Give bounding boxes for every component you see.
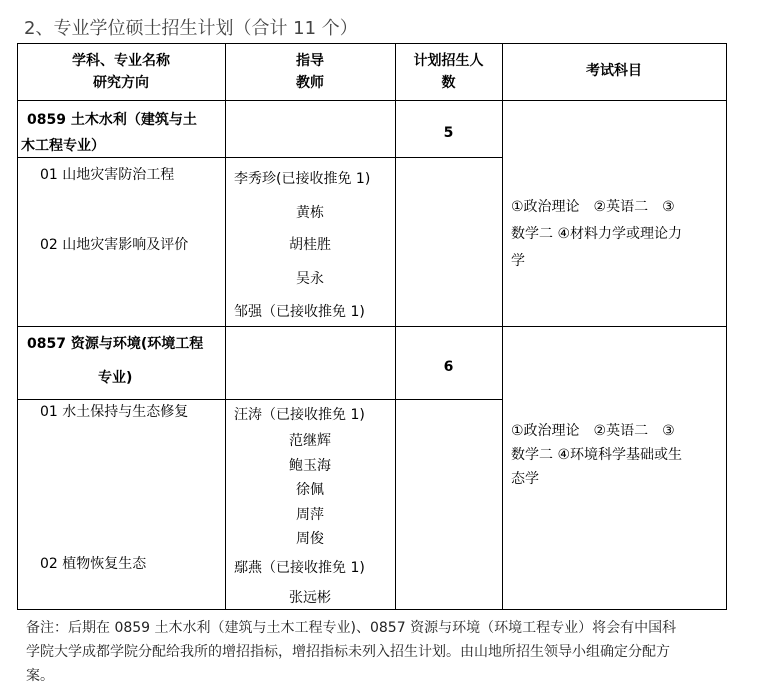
table-border-bottom: [17, 609, 727, 610]
header-subject: 学科、专业名称 研究方向: [72, 53, 170, 91]
subject-0857: 0857 资源与环境(环境工程 专业): [27, 336, 204, 386]
teacher: 邹强（已接收推免 1): [234, 304, 365, 320]
teacher: 范继辉: [289, 433, 331, 449]
header-quota: 计划招生人 数: [413, 53, 484, 91]
group1-divider: [17, 157, 503, 158]
teacher: 黄栋: [296, 205, 324, 221]
direction-02: 02 山地灾害影响及评价: [40, 237, 189, 253]
teacher: 汪涛（已接收推免 1): [234, 407, 365, 423]
header-exam: 考试科目: [586, 63, 642, 79]
direction-01: 01 山地灾害防治工程: [40, 167, 175, 183]
header-advisor: 指导 教师: [296, 53, 324, 91]
teacher: 张远彬: [289, 590, 331, 606]
exam-0857: ①政治理论 ②英语二 ③ 数学二 ④环境科学基础或生 态学: [511, 423, 683, 487]
exam-0859: ①政治理论 ②英语二 ③ 数学二 ④材料力学或理论力 学: [511, 199, 683, 269]
direction-02: 02 植物恢复生态: [40, 556, 147, 572]
quota-0859: 5: [443, 125, 454, 141]
group-separator: [17, 326, 727, 327]
teacher: 鲍玉海: [289, 458, 331, 474]
table-border-top: [17, 43, 727, 44]
section-title: 2、专业学位硕士招生计划（合计 11 个）: [24, 18, 358, 39]
teacher: 徐佩: [296, 482, 324, 498]
header-divider: [17, 100, 727, 101]
direction-01: 01 水土保持与生态修复: [40, 404, 189, 420]
subject-0859: 0859 土木水利（建筑与土 木工程专业）: [21, 112, 197, 154]
footnote: 备注：后期在 0859 土木水利（建筑与土木工程专业)、0857 资源与环境（环境工程专业）将会有中国科 学院大学成都学院分配给我所的增招指标，增招指标未列入招生计划。由山地所招生领导小组确定分配方 案。: [26, 620, 677, 684]
teacher: 李秀珍(已接收推免 1): [234, 171, 371, 187]
teacher: 鄢燕（已接收推免 1): [234, 560, 365, 576]
teacher: 吴永: [296, 271, 324, 287]
teacher: 胡桂胜: [289, 237, 331, 253]
enrollment-table: [17, 43, 727, 610]
group2-divider: [17, 399, 503, 400]
teacher: 周俊: [296, 531, 324, 547]
quota-0857: 6: [443, 359, 454, 375]
teacher: 周萍: [296, 507, 324, 523]
